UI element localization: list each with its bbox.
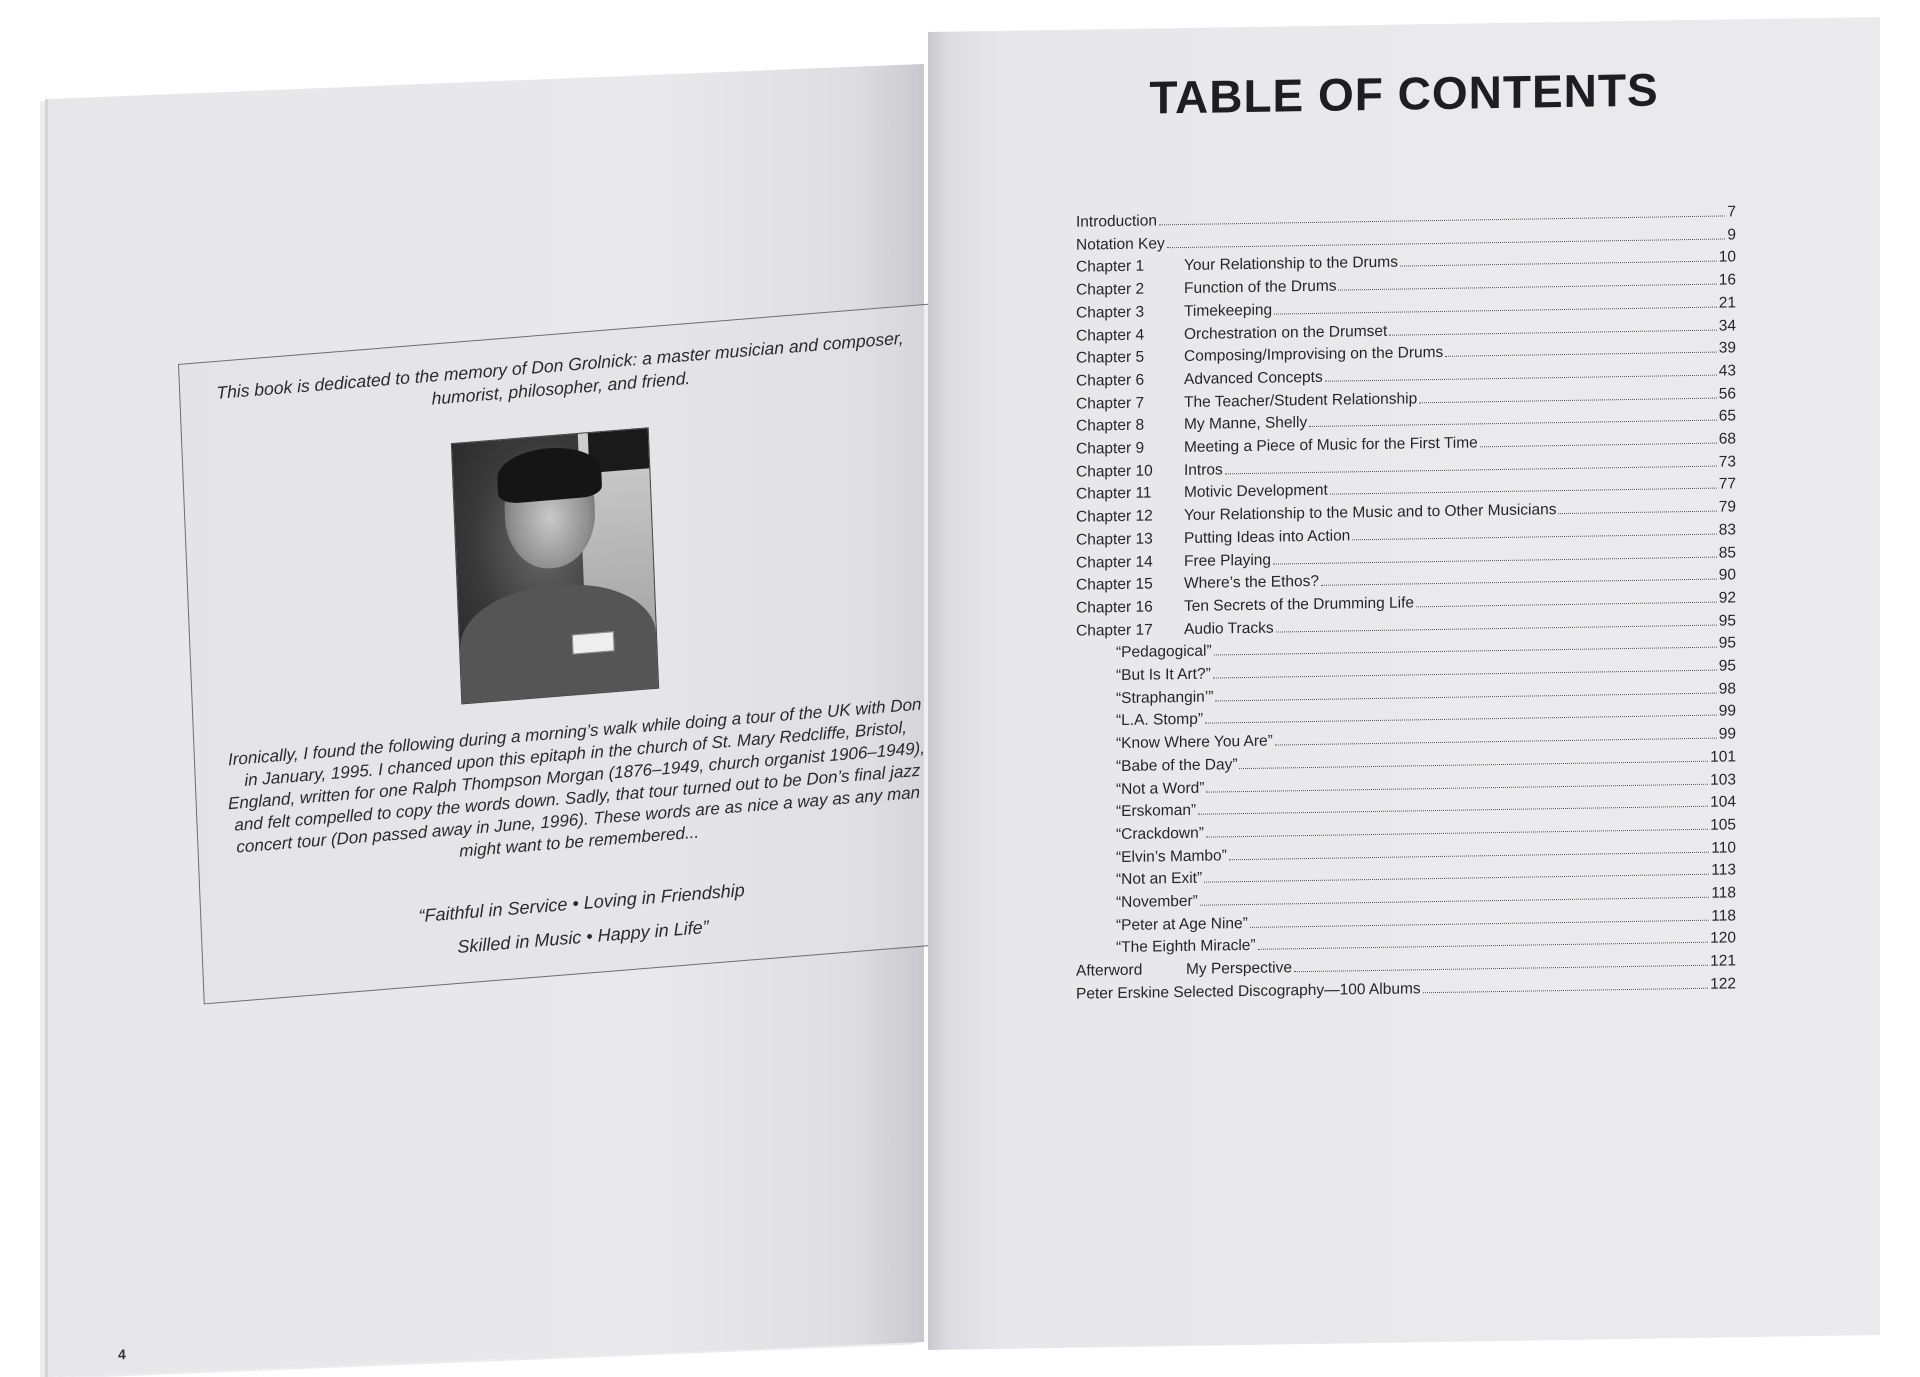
toc-entry-label: Chapter 16: [1076, 598, 1153, 617]
toc-entry-label: Chapter 10: [1076, 462, 1153, 481]
toc-entry-page: 56: [1718, 384, 1736, 403]
toc-entry-page: 101: [1710, 748, 1736, 766]
toc-entry-title: Orchestration on the Drumset: [1184, 322, 1388, 343]
toc-entry-label: Chapter 12: [1076, 507, 1153, 526]
toc-entry-page: 10: [1718, 248, 1736, 266]
toc-entry-title: “Crackdown”: [1116, 824, 1204, 843]
toc-entry-page: 65: [1718, 407, 1736, 425]
toc-entry-title: “Not an Exit”: [1116, 869, 1203, 889]
photo-shirt: [458, 578, 659, 705]
toc-entry-title: “Not a Word”: [1116, 779, 1205, 798]
toc-leader-dots: [1423, 987, 1709, 993]
toc-entry-label: Chapter 6: [1076, 371, 1145, 390]
toc-entry-label: Chapter 11: [1076, 484, 1152, 504]
toc-entry-page: 98: [1718, 679, 1736, 698]
toc-entry-label: Chapter 8: [1076, 416, 1145, 435]
toc-entry-title: Composing/Improvising on the Drums: [1184, 344, 1444, 366]
toc-entry-page: 118: [1711, 884, 1736, 902]
toc-entry-page: 99: [1718, 702, 1736, 720]
page-title: TABLE OF CONTENTS: [1149, 63, 1659, 124]
left-page: [48, 64, 924, 1377]
toc-entry-page: 121: [1710, 952, 1736, 970]
toc-entry-page: 104: [1710, 793, 1736, 811]
toc-entry-label: Chapter 2: [1076, 280, 1145, 299]
toc-entry-title: Audio Tracks: [1184, 619, 1274, 638]
toc-entry-page: 120: [1710, 929, 1736, 948]
toc-entry-page: 92: [1718, 589, 1736, 607]
toc-entry-label: Chapter 17: [1076, 621, 1153, 640]
toc-entry-title: Your Relationship to the Music and to Other Musicians: [1184, 501, 1557, 525]
toc-entry-title: “Straphangin’”: [1116, 688, 1214, 707]
toc-entry-page: 122: [1710, 975, 1736, 993]
toc-entry-title: My Manne, Shelly: [1184, 414, 1308, 434]
toc-entry-title: “But Is It Art?”: [1116, 665, 1211, 685]
toc-entry-title: “The Eighth Miracle”: [1116, 937, 1256, 957]
toc-entry-page: 118: [1711, 906, 1736, 925]
toc-entry-title: Meeting a Piece of Music for the First Time: [1184, 434, 1478, 456]
toc-entry-label: Chapter 14: [1076, 552, 1153, 572]
toc-entry-title: Your Relationship to the Drums: [1184, 254, 1398, 275]
toc-entry-page: 105: [1710, 816, 1736, 834]
toc-entry-page: 79: [1718, 498, 1736, 516]
toc-entry-label: Afterword: [1076, 961, 1143, 980]
toc-entry-page: 39: [1718, 339, 1736, 357]
toc-entry-page: 16: [1718, 271, 1736, 289]
toc-entry-title: “November”: [1116, 892, 1198, 912]
epitaph-quote-line-1: “Faithful in Service • Loving in Friendship: [418, 879, 746, 927]
toc-entry-page: 90: [1718, 566, 1736, 584]
toc-entry-title: Intros: [1184, 461, 1223, 479]
photo-hair: [496, 444, 602, 504]
toc-entry-title: Function of the Drums: [1184, 277, 1337, 298]
toc-entry-label: Chapter 1: [1076, 257, 1145, 277]
toc-entry-page: 113: [1711, 861, 1736, 879]
page-number: 4: [118, 1346, 126, 1363]
dedication-box: [178, 303, 967, 1005]
toc-entry-title: “Babe of the Day”: [1116, 755, 1238, 775]
toc-entry-title: Motivic Development: [1184, 482, 1328, 502]
toc-entry-label: Chapter 4: [1076, 326, 1145, 345]
toc-entry-page: 95: [1718, 657, 1736, 675]
epitaph-intro: Ironically, I found the following during a morning’s walk while doing a tour of the UK with Don in January, 1995. I chanced upon this epitaph in the church of St. Mary Redcliffe, Bristol, England, written for one Ralph Thompson Morgan (1876–1949, church organist 1906–1949), and felt compelled to copy the words down. Sadly, that tour turned out to be Don’s final jazz concert tour (Don passed away in June, 1996). These words are as nice a way as any man might want to be remembered...: [227, 694, 926, 861]
portrait-photo: [451, 427, 659, 704]
toc-leader-dots: [1480, 442, 1717, 448]
table-of-contents: [1076, 197, 1736, 1003]
toc-entry-page: 68: [1718, 430, 1736, 448]
toc-entry-title: Putting Ideas into Action: [1184, 527, 1351, 547]
toc-entry-page: 110: [1711, 838, 1736, 857]
toc-entry-title: Peter Erskine Selected Discography—100 Albums: [1076, 980, 1421, 1003]
toc-entry-title: “Peter at Age Nine”: [1116, 914, 1248, 934]
toc-entry-page: 73: [1718, 452, 1736, 471]
toc-entry-title: Where’s the Ethos?: [1184, 573, 1319, 593]
toc-leader-dots: [1445, 351, 1716, 357]
toc-entry-title: “Pedagogical”: [1116, 642, 1212, 662]
toc-entry-page: 83: [1718, 521, 1736, 539]
toc-entry-title: “Erskoman”: [1116, 801, 1197, 821]
toc-entry-page: 85: [1718, 543, 1736, 562]
toc-entry-title: Notation Key: [1076, 234, 1165, 254]
toc-entry-title: “Know Where You Are”: [1116, 732, 1273, 753]
toc-entry-title: Ten Secrets of the Drumming Life: [1184, 594, 1415, 615]
toc-entry-title: My Perspective: [1186, 959, 1292, 979]
toc-entry-page: 21: [1718, 294, 1736, 312]
toc-entry-page: 99: [1718, 725, 1736, 743]
right-page: [928, 17, 1880, 1350]
toc-entry-title: Introduction: [1076, 212, 1157, 231]
toc-entry-title: Advanced Concepts: [1184, 368, 1323, 388]
toc-entry-page: 95: [1718, 634, 1736, 652]
toc-entry-page: 7: [1727, 203, 1736, 221]
toc-entry-label: Chapter 3: [1076, 303, 1145, 322]
dedication-text: This book is dedicated to the memory of Don Grolnick: a master musician and composer, humorist, philosopher, and friend.: [216, 327, 904, 409]
photo-name-badge: [572, 631, 615, 654]
toc-entry-label: Chapter 7: [1076, 394, 1145, 413]
toc-entry-page: 95: [1718, 611, 1736, 630]
toc-entry-title: “L.A. Stomp”: [1116, 711, 1203, 730]
toc-entry-page: 103: [1710, 770, 1736, 789]
toc-entry-page: 77: [1718, 475, 1736, 493]
toc-entry-title: “Elvin’s Mambo”: [1116, 846, 1227, 866]
toc-entry-label: Chapter 5: [1076, 348, 1145, 367]
epitaph-quote-line-2: Skilled in Music • Happy in Life”: [456, 916, 709, 957]
toc-leader-dots: [1558, 510, 1716, 514]
toc-entry-page: 34: [1718, 316, 1736, 335]
toc-entry-label: Chapter 15: [1076, 575, 1153, 594]
toc-entry-title: Free Playing: [1184, 551, 1272, 570]
toc-entry-page: 43: [1718, 362, 1736, 380]
toc-entry-label: Chapter 9: [1076, 439, 1145, 458]
toc-entry-title: Timekeeping: [1184, 301, 1273, 320]
toc-entry-label: Chapter 13: [1076, 530, 1153, 549]
toc-entry-page: 9: [1727, 225, 1736, 244]
toc-entry-title: The Teacher/Student Relationship: [1184, 389, 1418, 411]
